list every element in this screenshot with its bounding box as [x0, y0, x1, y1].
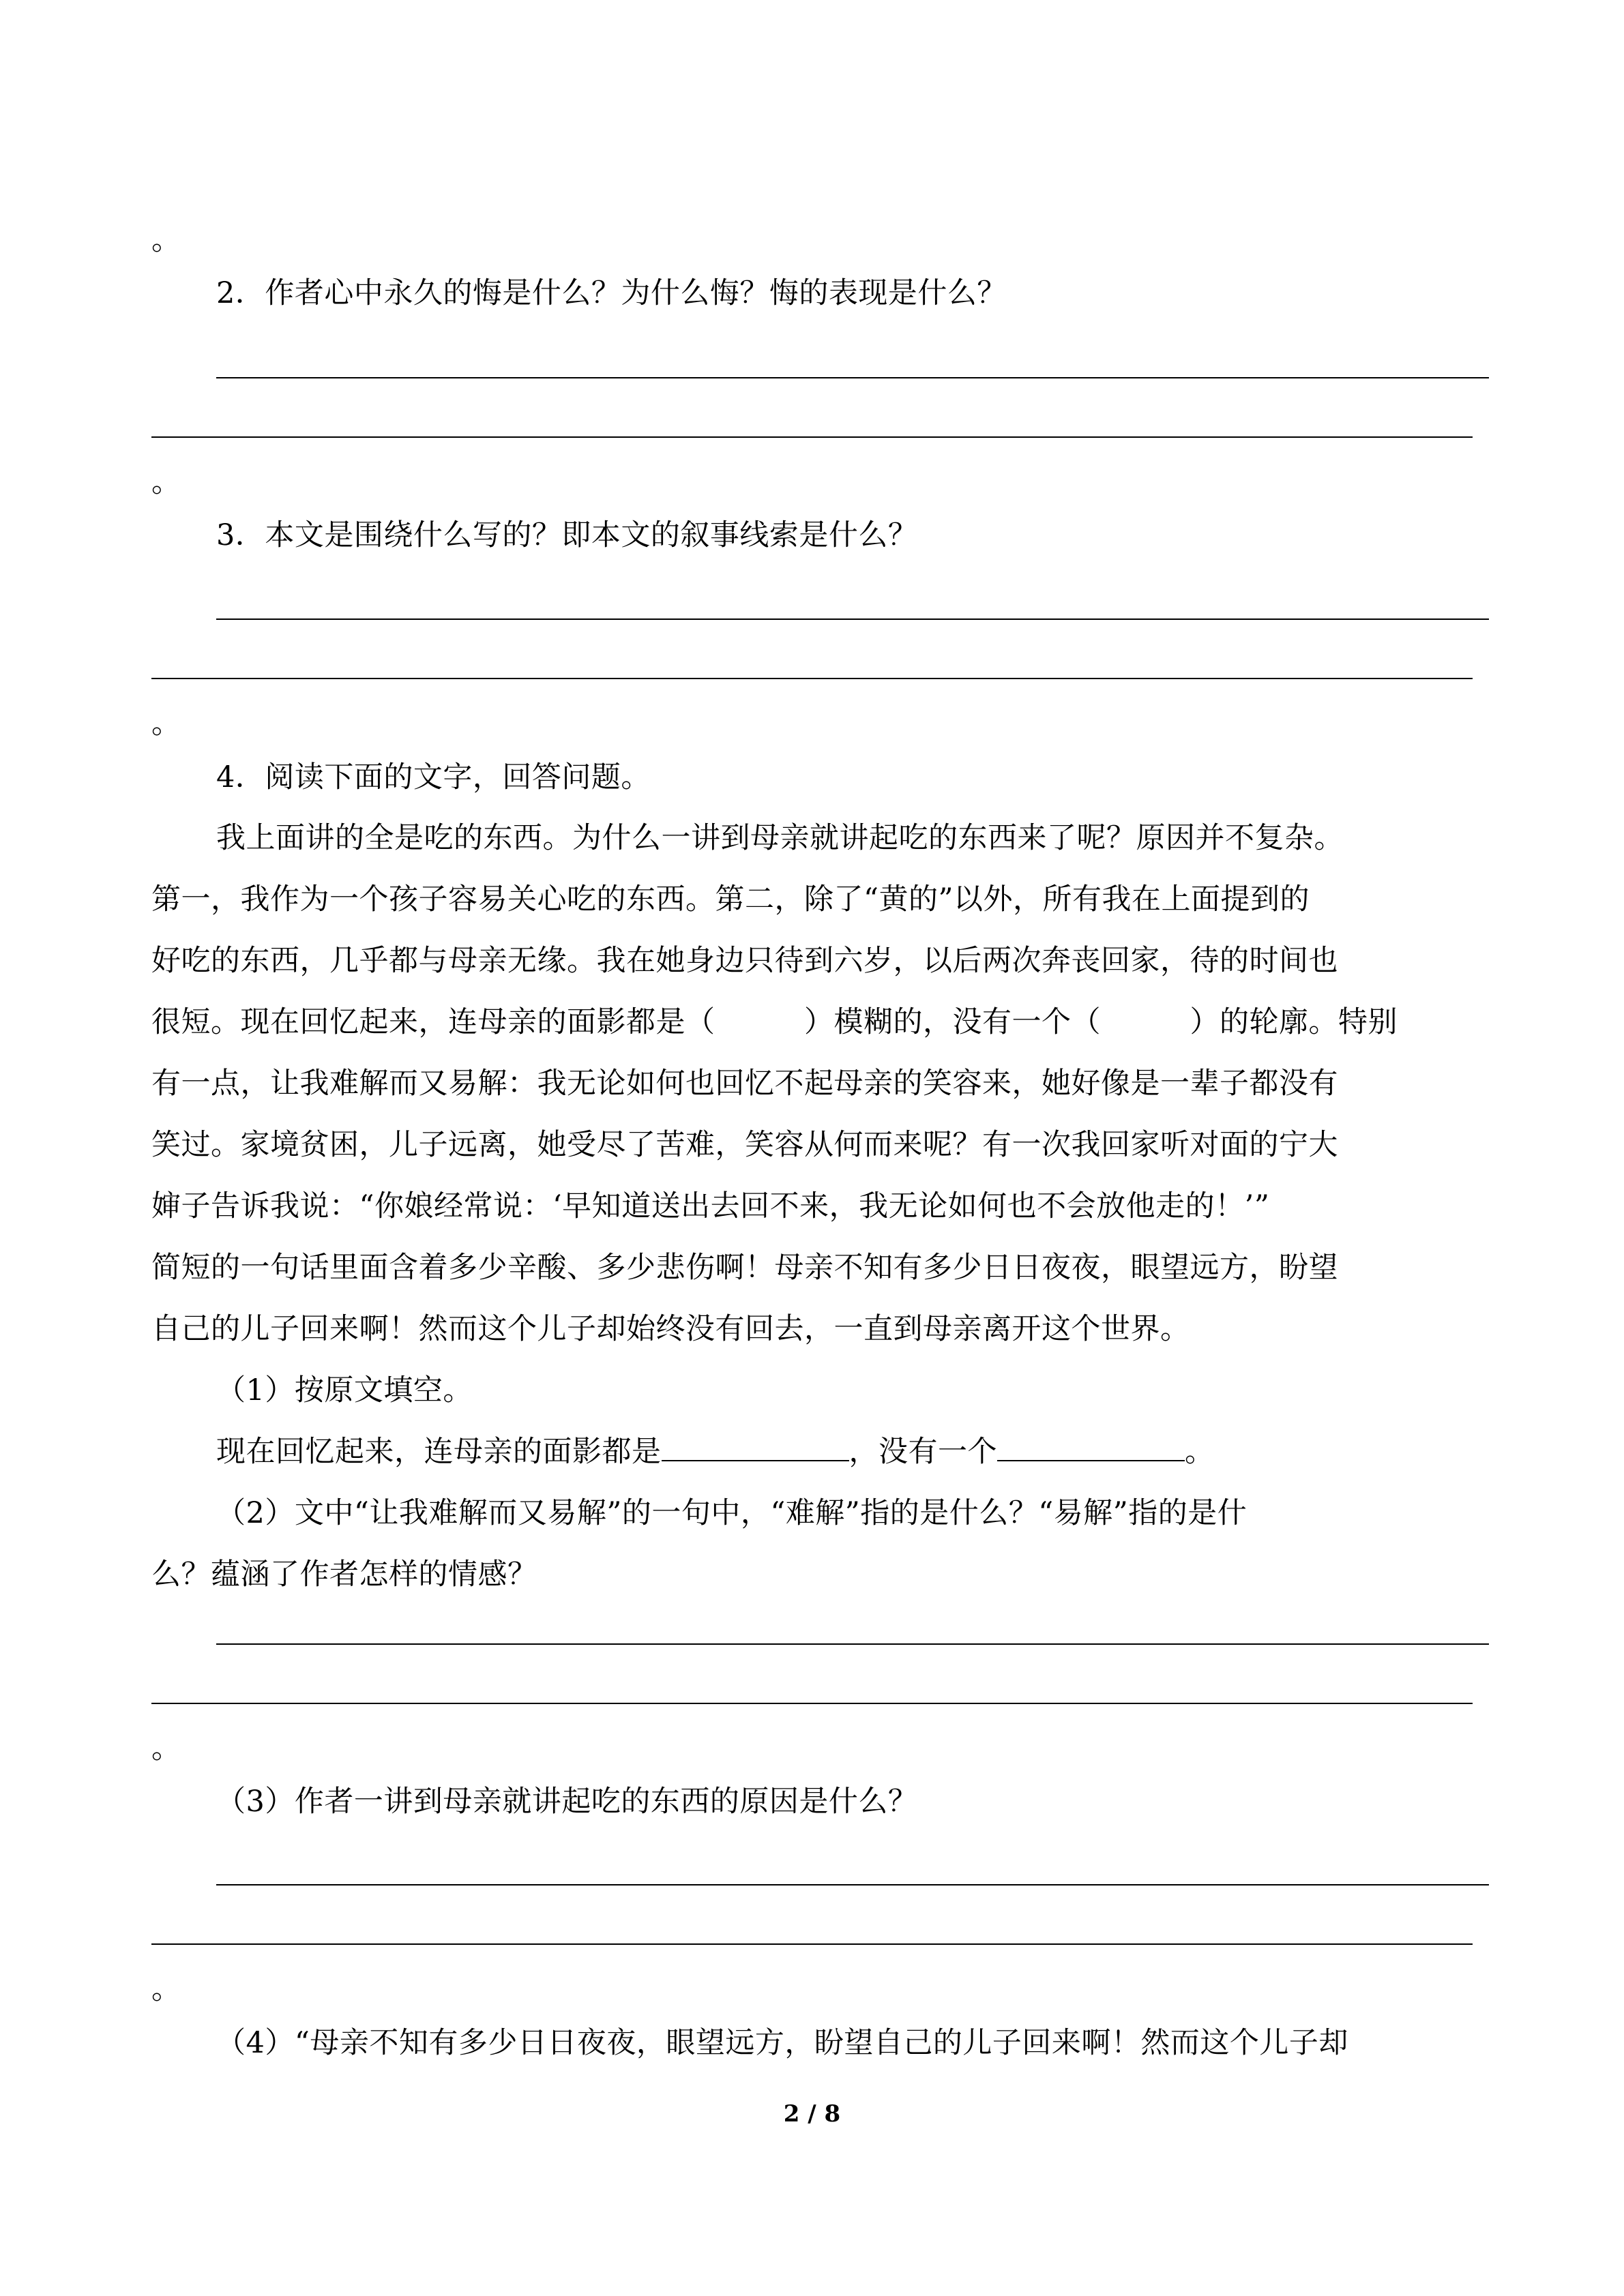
- passage-line: 第一，我作为一个孩子容易关心吃的东西。第二，除了“黄的”以外，所有我在上面提到的: [151, 882, 1310, 916]
- sub-question-3: （3）作者一讲到母亲就讲起吃的东西的原因是什么？: [216, 1785, 918, 1819]
- fill-blank-2[interactable]: [997, 1431, 1185, 1461]
- answer-line[interactable]: [216, 1884, 1489, 1885]
- period-mark: 。: [151, 1972, 181, 2006]
- answer-line[interactable]: [216, 618, 1489, 620]
- fill-text-b: ，没有一个: [848, 1435, 997, 1469]
- question-4: 4．阅读下面的文字，回答问题。: [216, 760, 651, 794]
- period-mark: 。: [151, 706, 181, 741]
- period-mark: 。: [151, 465, 181, 499]
- fill-in-sentence: [216, 1431, 1215, 1472]
- answer-line[interactable]: [216, 1643, 1489, 1645]
- answer-line[interactable]: [216, 377, 1489, 378]
- answer-line[interactable]: [151, 678, 1473, 679]
- fill-text-a: 现在回忆起来，连母亲的面影都是: [216, 1435, 662, 1469]
- passage-line: 婶子告诉我说：“你娘经常说：‘早知道送出去回不来，我无论如何也不会放他走的！’”: [151, 1189, 1270, 1223]
- sub-question-2-cont: 么？蕴涵了作者怎样的情感？: [151, 1557, 537, 1592]
- fill-text-c: 。: [1185, 1435, 1215, 1469]
- passage-line: 有一点，让我难解而又易解：我无论如何也回忆不起母亲的笑容来，她好像是一辈子都没有: [151, 1067, 1338, 1101]
- passage-line: 好吃的东西，几乎都与母亲无缘。我在她身边只待到六岁，以后两次奔丧回家，待的时间也: [151, 944, 1338, 978]
- question-3: 3．本文是围绕什么写的？即本文的叙事线索是什么？: [216, 518, 918, 552]
- passage-line: 笑过。家境贫困，儿子远离，她受尽了苦难，笑容从何而来呢？有一次我回家听对面的宁大: [151, 1128, 1338, 1162]
- sub-question-4: （4）“母亲不知有多少日日夜夜，眼望远方，盼望自己的儿子回来啊！然而这个儿子却: [216, 2026, 1348, 2060]
- answer-line[interactable]: [151, 1943, 1473, 1945]
- period-mark: 。: [151, 223, 181, 257]
- answer-line[interactable]: [151, 436, 1473, 438]
- answer-line[interactable]: [151, 1703, 1473, 1704]
- passage-line: 我上面讲的全是吃的东西。为什么一讲到母亲就讲起吃的东西来了呢？原因并不复杂。: [216, 821, 1344, 855]
- passage-line: 简短的一句话里面含着多少辛酸、多少悲伤啊！母亲不知有多少日日夜夜，眼望远方，盼望: [151, 1251, 1338, 1285]
- sub-question-1: （1）按原文填空。: [216, 1373, 473, 1407]
- page-number: 2 / 8: [783, 2100, 841, 2128]
- question-2: 2．作者心中永久的悔是什么？为什么悔？悔的表现是什么？: [216, 276, 1007, 310]
- passage-line: 自己的儿子回来啊！然而这个儿子却始终没有回去，一直到母亲离开这个世界。: [151, 1312, 1190, 1346]
- sub-question-2: （2）文中“让我难解而又易解”的一句中，“难解”指的是什么？“易解”指的是什: [216, 1496, 1247, 1530]
- passage-line: 很短。现在回忆起来，连母亲的面影都是（ ）模糊的，没有一个（ ）的轮廓。特别: [151, 1005, 1398, 1039]
- fill-blank-1[interactable]: [662, 1431, 849, 1461]
- period-mark: 。: [151, 1731, 181, 1765]
